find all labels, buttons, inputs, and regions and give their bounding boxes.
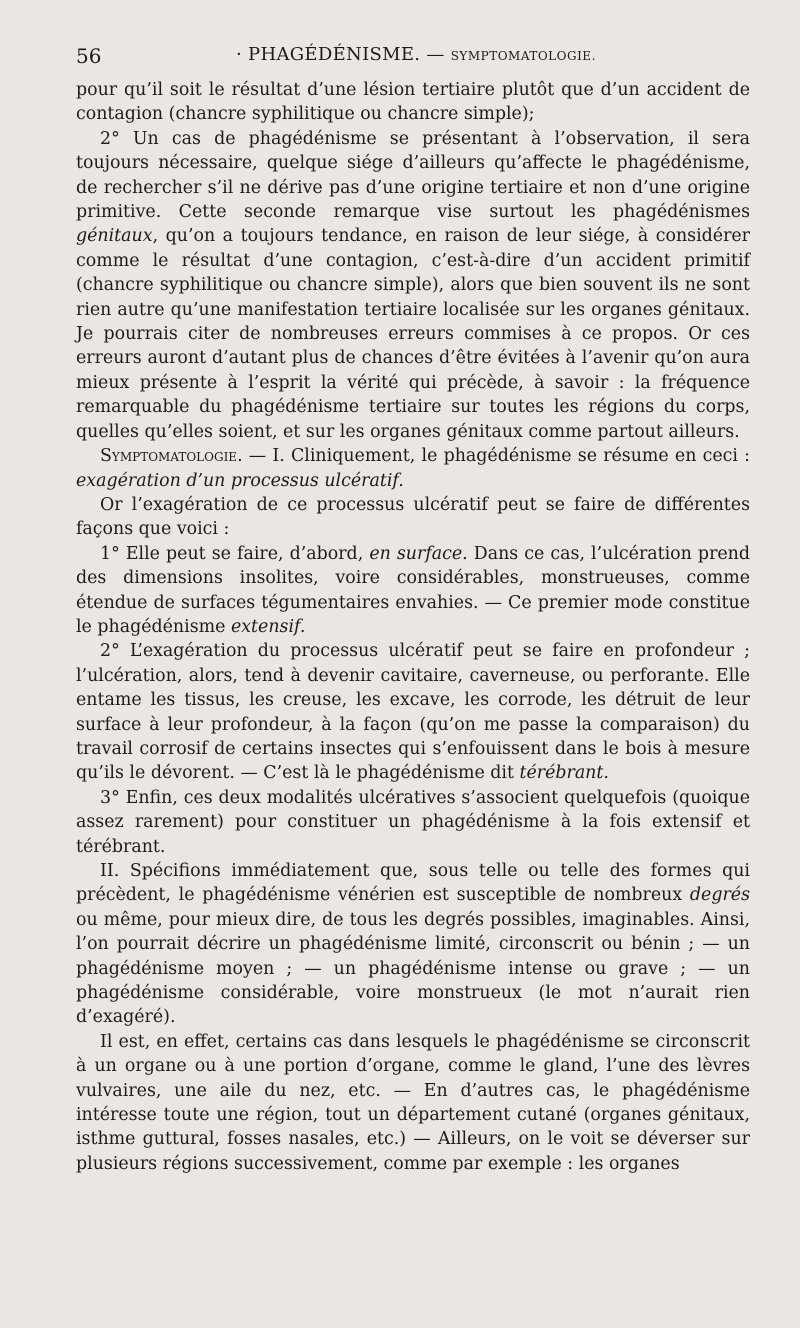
page-number: 56	[76, 44, 102, 68]
paragraph-3	[76, 444, 750, 493]
paragraph-9: Il est, en effet, certains cas dans lesquels le phagédénisme se circonscrit à un organe ou à une portion d’organe, comme le gland, l’une des lèvres vulvaires, une aile du nez, etc. — En d’autres cas, le phagédénisme intéresse toute une région, tout un département cutané (organes génitaux, isthme guttural, fosses nasales, etc.) — Ailleurs, on le voit se déverser sur plusieurs régions successivement, comme par exemple : les organes	[76, 1031, 750, 1174]
paragraph-1: pour qu’il soit le résultat d’une lésion tertiaire plutôt que d’un accident de contagion (chancre syphilitique ou chancre simple);	[76, 80, 750, 125]
paragraph-6-text: 2° L’exagération du processus ulcératif peut se faire en profondeur ; l’ulcération, alors, tend à devenir cavitaire, caverneuse, ou perforante. Elle entame les tissus, les creuse, les excave, les corrode, les détruit de leur surface à leur profondeur, à la façon (qu’on me passe la comparaison) du travail corrosif de certains insectes qui s’enfouissent dans le bois à mesure qu’ils le dévorent. — C’est là le phagédénisme dit	[76, 641, 750, 784]
paragraph-5-text-b: Dans ce cas, l’ulcération prend des dimensions insolites, voire considérables, monstrueuses, comme étendue de surfaces tégumentaires envahies. — Ce premier mode constitue le phagédénisme	[76, 543, 751, 637]
running-title-section: SYMPTOMATOLOGIE.	[450, 49, 596, 63]
paragraph-2	[76, 127, 750, 444]
paragraph-8-emphasis: degrés	[689, 885, 750, 906]
paragraph-8-text-b: ou même, pour mieux dire, de tous les degrés possibles, imaginables. Ainsi, l’on pourrait décrire un phagédénisme limité, circonscrit ou bénin ; — un phagédénisme moyen ; — un phagédénisme intense ou grave ; — un phagédénisme considérable, voire monstrueux (le mot n’aurait rien d’exagéré).	[76, 909, 750, 1028]
paragraph-3-text: — I. Cliniquement, le phagédénisme se résume en ceci :	[242, 446, 750, 467]
paragraph-8	[76, 859, 750, 1030]
paragraph-2-emphasis: génitaux	[76, 226, 153, 247]
paragraph-5-text: 1° Elle peut se faire, d’abord,	[100, 543, 370, 564]
paragraph-4: Or l’exagération de ce processus ulcératif peut se faire de différentes façons que voici :	[76, 494, 750, 540]
paragraph-5	[76, 542, 750, 640]
running-title	[236, 44, 596, 65]
paragraph-7: 3° Enfin, ces deux modalités ulcératives s’associent quelquefois (quoique assez rarement) pour constituer un phagédénisme à la fois extensif et térébrant.	[76, 787, 750, 857]
paragraph-5-emphasis: en surface.	[369, 543, 468, 564]
running-title-main: · PHAGÉDÉNISME. —	[236, 44, 445, 65]
section-label: Symptomatologie.	[100, 446, 243, 467]
page-header	[76, 40, 750, 74]
paragraph-5-emphasis-b: extensif.	[230, 616, 306, 637]
paragraph-6	[76, 639, 750, 785]
paragraph-2-text-b: , qu’on a toujours tendance, en raison de leur siége, à considérer comme le résultat d’une contagion, c’est-à-dire d’un accident primitif (chancre syphilitique ou chancre simple), alors que bien souvent ils ne sont rien autre qu’une manifestation tertiaire localisée sur les organes génitaux. Je pourrais citer de nombreuses erreurs commises à ce propos. Or ces erreurs auront d’autant plus de chances d’être évitées à l’avenir qu’on aura mieux présente à l’esprit la vérité qui précède, à savoir : la fréquence remarquable du phagédénisme tertiaire sur toutes les régions du corps, quelles qu’elles soient, et sur les organes génitaux comme partout ailleurs.	[76, 226, 750, 442]
paragraph-8-text: II. Spécifions immédiatement que, sous telle ou telle des formes qui précèdent, le phagédénisme vénérien est susceptible de nombreux	[76, 861, 750, 906]
paragraph-6-emphasis: térébrant.	[519, 763, 609, 784]
body-text	[76, 78, 750, 1176]
paragraph-2-text: 2° Un cas de phagédénisme se présentant à l’observation, il sera toujours nécessaire, quelque siége d’ailleurs qu’affecte le phagédénisme, de rechercher s’il ne dérive pas d’une origine tertiaire et non d’une origine primitive. Cette seconde remarque vise surtout les phagédénismes	[76, 128, 750, 223]
paragraph-3-emphasis: exagération d’un processus ulcératif.	[76, 470, 404, 491]
